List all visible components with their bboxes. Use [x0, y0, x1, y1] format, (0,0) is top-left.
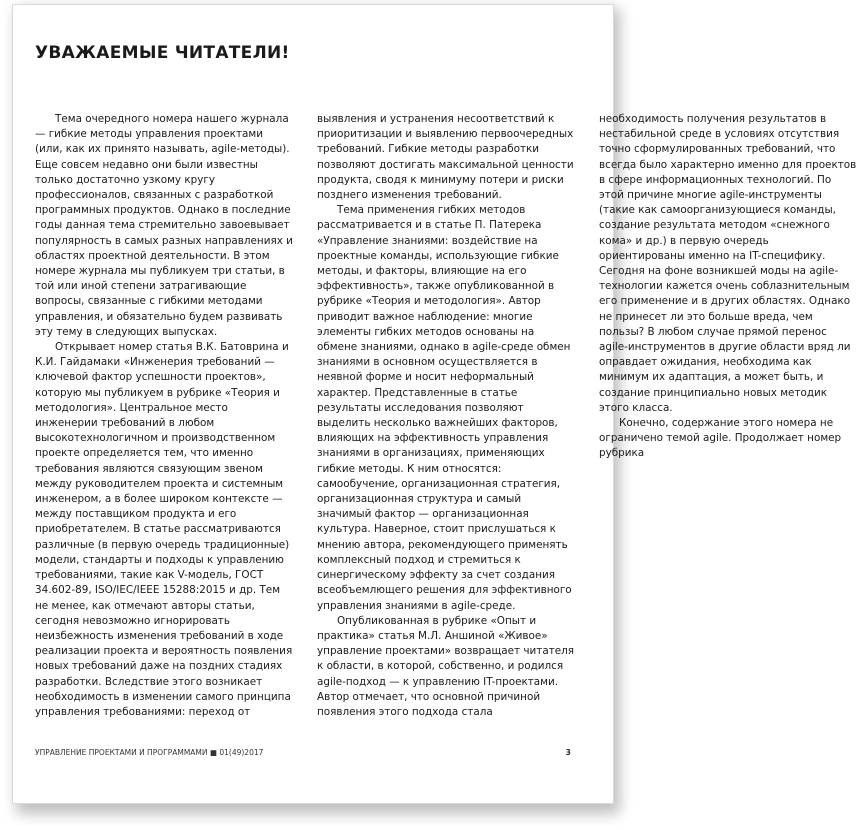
paragraph: Тема применения гибких методов рассматривается и в статье П. Патерека «Управление знаниями: воздействие на проектные команды, использующие гибкие методы, и факторы, влияющие на его эффективность», также опубликованной в рубрике «Теория и методология». Автор приводит важное наблюдение: многие элементы гибких методов основаны на обмене знаниями, однако в agile-среде обмен знаниями в основном осуществляется в неявной форме и носит неформальный характер. Представленные в статье результаты исследования позволяют выделить несколько важнейших факторов, влияющих на эффективность управления знаниями в организациях, применяющих гибкие методы. К ним относятся: самообучение, организационная стратегия, организационная структура и самый значимый фактор — организационная культура. Наверное, стоит прислушаться к мнению автора, рекомендующего применять комплексный подход и стремиться к синергическому эффекту за счет создания всеобъемлющего решения для эффективного управления знаниями в agile-среде. [317, 204, 572, 612]
paragraph: Тема очередного номера нашего журнала — гибкие методы управления проектами (или, как их принято называть, agile-методы). Еще совсем недавно они были известны только достаточно узкому кругу профессионалов, связанных с разработкой программных продуктов. Однако в последние годы данная тема стремительно завоевывает популярность в самых разных направлениях и областях проектной деятельности. В этом номере журнала мы публикуем три статьи, в той или иной степени затрагивающие вопросы, связанные с гибкими методами управления, и обязательно будем развивать эту тему в следующих выпусках. [35, 113, 293, 338]
paragraph: Конечно, содержание этого номера не ограничено темой agile. Продолжает номер рубрика [599, 417, 842, 460]
page-footer [35, 748, 571, 757]
journal-page [12, 4, 857, 804]
page-title: УВАЖАЕМЫЕ ЧИТАТЕЛИ! [35, 43, 290, 63]
paragraph: Опубликованная в рубрике «Опыт и практика» статья М.Л. Аншиной «Живое» управление проектами» возвращает читателя к области, в которой, собственно, и родился agile-подход — к управлению IT-проектами. Автор отмечает, что основной причиной появления этого подхода стала необходимость получения результатов в нестабильной среде в условиях отсутствия точно сформулированных требований, что всегда было характерно именно для проектов в сфере информационных технологий. По этой причине многие agile-инструменты (такие как самоорганизующиеся команды, создание результата методом «снежного кома» и др.) в первую очередь ориентированы именно на IT-специфику. Сегодня на фоне возникшей моды на agile-технологии кажется очень соблазнительным его применение и в других областях. Однако не принесет ли это больше вреда, чем пользы? В любом случае прямой перенос agile-инструментов в другие области вряд ли оправдает ожидания, необходима как минимум их адаптация, а может быть, и создание принципиально новых методик этого класса. [317, 113, 857, 718]
journal-issue-label: УПРАВЛЕНИЕ ПРОЕКТАМИ И ПРОГРАММАМИ ■ 01(49)2017 [35, 748, 264, 757]
page-number: 3 [565, 748, 571, 757]
article-body [35, 112, 857, 732]
paragraph: Открывает номер статья В.К. Батоврина и К.И. Гайдамаки «Инженерия требований — ключевой фактор успешности проектов», которую мы публикуем в рубрике «Теория и методология». Центральное место инженерии требований в любом высокотехнологичном и производственном проекте определяется тем, что именно требования являются связующим звеном между руководителем проекта и системным инженером, а в более широком контексте — между поставщиком продукта и его приобретателем. В статье рассматриваются различные (в первую очередь традиционные) модели, стандарты и подходы к управлению требованиями, такие как V-модель, ГОСТ 34.602-89, ISO/IEC/IEEE 15288:2015 и др. Тем не менее, как отмечают авторы статьи, сегодня невозможно игнорировать неизбежность изменения требований в ходе реализации проекта и вероятность появления новых требований даже на поздних стадиях разработки. Вследствие этого возникает необходимость в изменении самого принципа управления требованиями: переход от выявления и устранения несоответствий к приоритизации и выявлению первоочередных требований. Гибкие методы разработки позволяют достигать максимальной ценности продукта, сводя к минимуму потери и риски позднего изменения требований. [35, 113, 574, 718]
